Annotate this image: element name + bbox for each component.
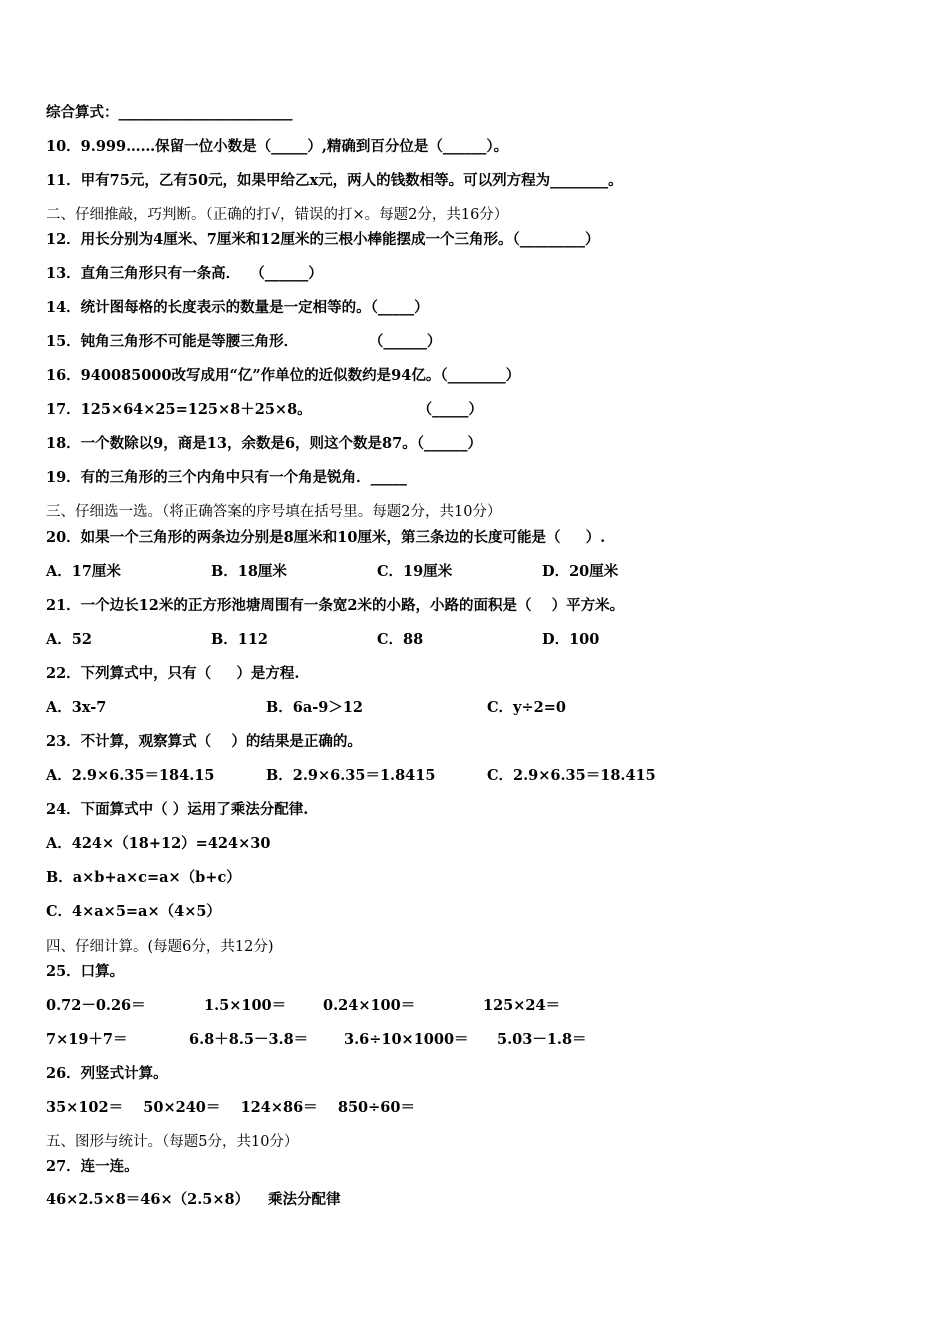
mental-calc-8: 5.03－1.8＝ (497, 1031, 587, 1048)
q24-option-b: B．a×b+a×c=a×（b+c） (46, 869, 241, 886)
mental-calc-2: 1.5×100＝ (204, 997, 287, 1014)
vertical-calc-row: 35×102＝ 50×240＝ 124×86＝ 850÷60＝ (46, 1099, 415, 1116)
mental-calc-4: 125×24＝ (483, 997, 561, 1014)
match-right-law: 乘法分配律 (268, 1191, 341, 1208)
question-24: 24．下面算式中（ ）运用了乘法分配律. (46, 801, 309, 818)
mental-calc-3: 0.24×100＝ (323, 997, 416, 1014)
q22-option-c: C．y÷2=0 (487, 699, 566, 716)
section-4-heading: 四、仔细计算。(每题6分，共12分) (46, 939, 274, 955)
q20-option-c: C．19厘米 (377, 563, 453, 580)
question-22: 22．下列算式中，只有（ ）是方程. (46, 665, 300, 682)
q24-option-c: C．4×a×5=a×（4×5） (46, 903, 221, 920)
q21-option-d: D．100 (542, 631, 600, 648)
q20-option-d: D．20厘米 (542, 563, 619, 580)
question-12: 12．用长分别为4厘米、7厘米和12厘米的三根小棒能摆成一个三角形。（_________） (46, 231, 600, 248)
combined-expression-line: 综合算式：________________________ (46, 104, 293, 121)
question-23: 23．不计算，观察算式（ ）的结果是正确的。 (46, 733, 362, 750)
q22-option-a: A．3x-7 (46, 699, 107, 716)
q21-option-b: B．112 (211, 631, 269, 648)
question-18: 18．一个数除以9，商是13，余数是6，则这个数是87。（______） (46, 435, 482, 452)
q21-option-c: C．88 (377, 631, 424, 648)
q23-option-c: C．2.9×6.35＝18.415 (487, 767, 656, 784)
q24-option-a: A．424×（18+12）=424×30 (46, 835, 271, 852)
section-5-heading: 五、图形与统计。（每题5分，共10分） (46, 1134, 299, 1150)
q20-option-b: B．18厘米 (211, 563, 287, 580)
q20-option-a: A．17厘米 (46, 563, 121, 580)
mental-calc-1: 0.72－0.26＝ (46, 997, 146, 1014)
section-2-heading: 二、仔细推敲，巧判断。（正确的打√，错误的打×。每题2分，共16分） (46, 207, 509, 223)
match-left-expression: 46×2.5×8＝46×（2.5×8） (46, 1191, 250, 1208)
question-17: 17．125×64×25=125×8＋25×8。 （_____） (46, 401, 483, 418)
question-27: 27．连一连。 (46, 1158, 139, 1175)
q23-option-a: A．2.9×6.35＝184.15 (46, 767, 215, 784)
section-3-heading: 三、仔细选一选。（将正确答案的序号填在括号里。每题2分，共10分） (46, 504, 502, 520)
mental-calc-5: 7×19＋7＝ (46, 1031, 128, 1048)
question-20: 20．如果一个三角形的两条边分别是8厘米和10厘米，第三条边的长度可能是（ ）. (46, 529, 606, 546)
question-25: 25．口算。 (46, 963, 125, 980)
q23-option-b: B．2.9×6.35＝1.8415 (266, 767, 436, 784)
q22-option-b: B．6a-9＞12 (266, 699, 364, 716)
question-14: 14．统计图每格的长度表示的数量是一定相等的。（_____） (46, 299, 429, 316)
question-21: 21．一个边长12米的正方形池塘周围有一条宽2米的小路，小路的面积是（ ）平方米。 (46, 597, 625, 614)
mental-calc-6: 6.8＋8.5－3.8＝ (189, 1031, 309, 1048)
question-11: 11．甲有75元，乙有50元，如果甲给乙x元，两人的钱数相等。可以列方程为________。 (46, 172, 623, 189)
q21-option-a: A．52 (46, 631, 92, 648)
question-16: 16．940085000改写成用“亿”作单位的近似数约是94亿。（________） (46, 367, 521, 384)
question-15: 15．钝角三角形不可能是等腰三角形． （______） (46, 333, 442, 350)
question-19: 19．有的三角形的三个内角中只有一个角是锐角．_____ (46, 469, 407, 486)
question-13: 13．直角三角形只有一条高． （______） (46, 265, 323, 282)
question-26: 26．列竖式计算。 (46, 1065, 168, 1082)
mental-calc-7: 3.6÷10×1000＝ (344, 1031, 469, 1048)
question-10: 10．9.999……保留一位小数是（_____）,精确到百分位是（______）。 (46, 138, 509, 155)
